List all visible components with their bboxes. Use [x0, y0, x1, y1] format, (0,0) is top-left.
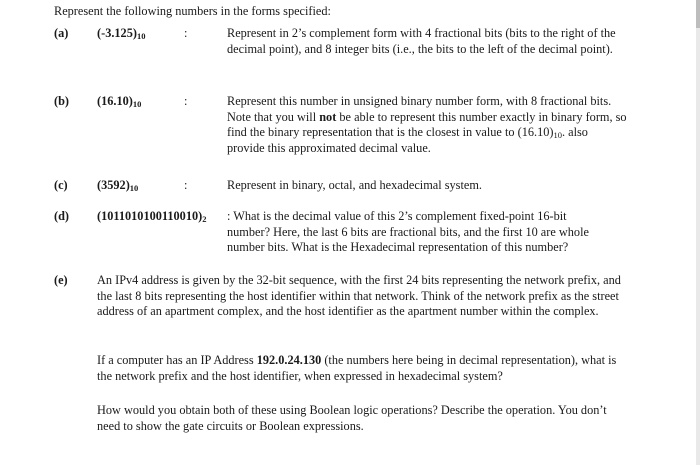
part-b-text-base: 10 [553, 130, 562, 141]
part-c-separator: : [184, 178, 188, 192]
part-a-separator: : [184, 26, 188, 40]
intro-text: Represent the following numbers in the forms specified: [54, 4, 331, 18]
part-d-label: (d) [54, 209, 70, 223]
part-b-base: 10 [132, 99, 142, 109]
part-d-value: (1011010100110010) [97, 209, 203, 223]
part-d-base: 2 [202, 214, 207, 224]
part-e-p2-pre: If a computer has an IP Address [97, 353, 257, 367]
part-e-p2-post: (the numbers here being in decimal representation), what is the network prefix and the host identifier, when expressed in hexadecimal system? [97, 353, 617, 383]
part-e-paragraph-3: How would you obtain both of these using Boolean logic operations? Describe the operation. You don’t need to show the gate circuits or Boolean expressions. [97, 403, 607, 433]
part-d-instructions: : What is the decimal value of this 2’s complement fixed-point 16-bit number? Here, the last 6 bits are fractional bits, and the first 10 are whole number bits. What is the Hexadecimal representation of this number? [227, 209, 589, 255]
part-a-number [97, 26, 145, 42]
part-e-paragraph-2 [97, 353, 627, 384]
part-b-text-pre: Represent this number in unsigned binary number form, with 8 fractional bits. Note that you will [227, 94, 612, 124]
part-a-value: (-3.125) [97, 26, 137, 40]
part-c-instructions: Represent in binary, octal, and hexadecimal system. [227, 178, 482, 192]
part-b-text-post: . also provide this approximated decimal value. [227, 125, 588, 155]
part-b-value: (16.10) [97, 94, 133, 108]
part-e-label: (e) [54, 273, 68, 287]
part-b-text-bold: not [319, 109, 337, 124]
part-e-paragraph-1: An IPv4 address is given by the 32-bit sequence, with the first 24 bits representing the network prefix, and the last 8 bits representing the host identifier within that network. Think of the network prefix as the street address of an apartment complex, and the host identifier as the apartment number within the complex. [97, 273, 621, 319]
part-b-text-mid: be able to represent this number exactly in binary form, so find the binary representation that is the closest in value to (16.10) [227, 109, 627, 140]
part-a-label: (a) [54, 26, 69, 40]
part-c-number [97, 178, 138, 194]
part-a-instructions: Represent in 2’s complement form with 4 fractional bits (bits to the right of the decimal point), and 8 integer bits (i.e., the bits to the left of the decimal point). [227, 26, 616, 56]
part-c-value: (3592) [97, 178, 130, 192]
part-a-base: 10 [136, 31, 146, 41]
part-d-number [97, 209, 206, 225]
part-c-base: 10 [129, 183, 139, 193]
part-c-label: (c) [54, 178, 68, 192]
page-edge-marker [696, 0, 700, 28]
part-b-separator: : [184, 94, 188, 108]
part-b-instructions [227, 94, 627, 156]
part-e-ip-address: 192.0.24.130 [256, 353, 322, 367]
part-b-label: (b) [54, 94, 70, 108]
page-edge [696, 0, 700, 465]
part-b-number [97, 94, 141, 110]
